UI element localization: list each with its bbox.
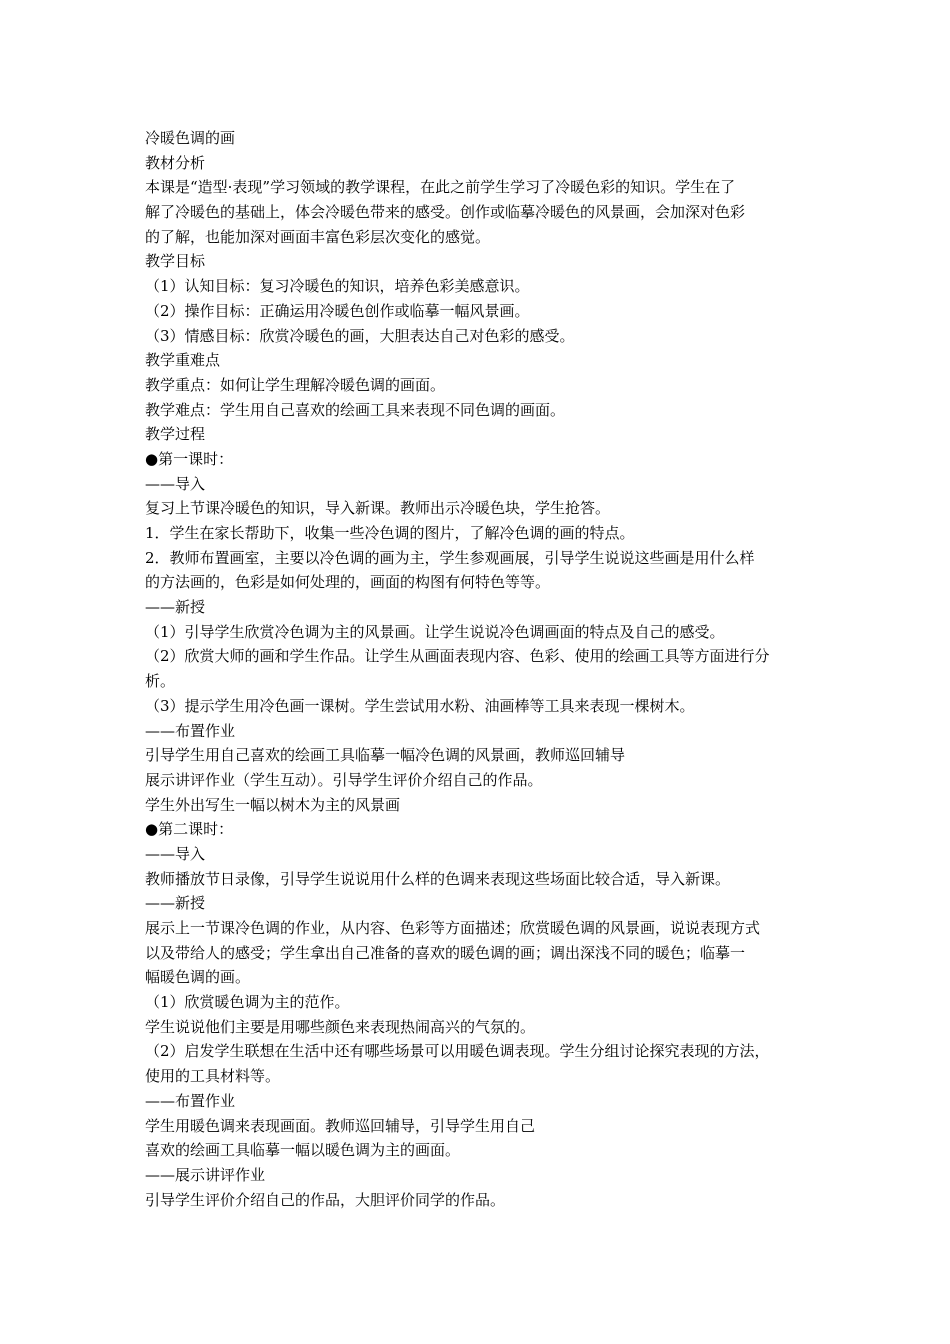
text-line: 1．学生在家长帮助下，收集一些冷色调的图片，了解冷色调的画的特点。	[145, 524, 635, 542]
subsection-heading: ——展示讲评作业	[145, 1165, 266, 1184]
text-line: 学生用暖色调来表现画面。教师巡回辅导，引导学生用自己	[145, 1116, 536, 1135]
subsection-heading: ——布置作业	[145, 721, 236, 740]
text-line: 幅暖色调的画。	[145, 968, 251, 987]
subsection-heading: ——新授	[145, 598, 206, 617]
text-line: 教学难点：学生用自己喜欢的绘画工具来表现不同色调的画面。	[145, 400, 566, 419]
text-line: 教学重点：如何让学生理解冷暖色调的画面。	[145, 375, 446, 394]
subsection-heading: ——导入	[145, 844, 206, 863]
text-line: 以及带给人的感受；学生拿出自己准备的喜欢的暖色调的画；调出深浅不同的暖色；临摹一	[145, 943, 746, 962]
text-line: （1）认知目标：复习冷暖色的知识，培养色彩美感意识。	[145, 277, 530, 296]
text-line: （1）引导学生欣赏冷色调为主的风景画。让学生说说冷色调画面的特点及自己的感受。	[145, 622, 725, 641]
text-line: 引导学生用自己喜欢的绘画工具临摹一幅冷色调的风景画，教师巡回辅导	[145, 746, 626, 765]
subsection-heading: ——新授	[145, 894, 206, 913]
text-line: 教师播放节日录像，引导学生说说用什么样的色调来表现这些场面比较合适，导入新课。	[145, 869, 731, 888]
text-line: 的方法画的，色彩是如何处理的，画面的构图有何特色等等。	[145, 573, 551, 592]
text-line: （2）操作目标：正确运用冷暖色创作或临摹一幅风景画。	[145, 301, 530, 320]
section-heading: 教学目标	[145, 252, 206, 271]
text-line: 析。	[145, 672, 176, 691]
text-line: （3）情感目标：欣赏冷暖色的画，大胆表达自己对色彩的感受。	[145, 326, 575, 345]
lesson-heading: ●第一课时：	[145, 449, 234, 468]
text-line: 展示上一节课冷色调的作业，从内容、色彩等方面描述；欣赏暖色调的风景画，说说表现方式	[145, 919, 761, 937]
text-line: （1）欣赏暖色调为主的范作。	[145, 993, 350, 1012]
document-body	[145, 126, 811, 1212]
text-line: （3）提示学生用冷色画一课树。学生尝试用水粉、油画棒等工具来表现一棵树木。	[145, 696, 695, 715]
text-line: 学生说说他们主要是用哪些颜色来表现热闹高兴的气氛的。	[145, 1017, 536, 1036]
text-line: 2．教师布置画室，主要以冷色调的画为主，学生参观画展，引导学生说说这些画是用什么样	[145, 548, 755, 567]
section-heading: 教学重难点	[145, 351, 221, 370]
text-line: 引导学生评价介绍自己的作品，大胆评价同学的作品。	[145, 1190, 506, 1209]
text-line: 喜欢的绘画工具临摹一幅以暖色调为主的画面。	[145, 1141, 461, 1160]
text-line: 本课是“造型·表现”学习领域的教学课程，在此之前学生学习了冷暖色彩的知识。学生在了	[145, 178, 736, 197]
subsection-heading: ——导入	[145, 474, 206, 493]
text-line: 使用的工具材料等。	[145, 1067, 281, 1086]
text-line: 解了冷暖色的基础上，体会冷暖色带来的感受。创作或临摹冷暖色的风景画，会加深对色彩	[145, 203, 746, 222]
text-line: （2）启发学生联想在生活中还有哪些场景可以用暖色调表现。学生分组讨论探究表现的方法，	[145, 1042, 770, 1061]
text-line: 学生外出写生一幅以树木为主的风景画	[145, 795, 401, 814]
section-heading: 教学过程	[145, 425, 206, 444]
text-line: 的了解，也能加深对画面丰富色彩层次变化的感觉。	[145, 227, 491, 246]
document-title: 冷暖色调的画	[145, 129, 236, 147]
subsection-heading: ——布置作业	[145, 1091, 236, 1110]
text-line: 复习上节课冷暖色的知识，导入新课。教师出示冷暖色块，学生抢答。	[145, 499, 611, 518]
section-heading: 教材分析	[145, 153, 206, 172]
lesson-heading: ●第二课时：	[145, 820, 234, 839]
text-line: 展示讲评作业（学生互动）。引导学生评价介绍自己的作品。	[145, 770, 543, 789]
text-line: （2）欣赏大师的画和学生作品。让学生从画面表现内容、色彩、使用的绘画工具等方面进行分	[145, 647, 770, 666]
